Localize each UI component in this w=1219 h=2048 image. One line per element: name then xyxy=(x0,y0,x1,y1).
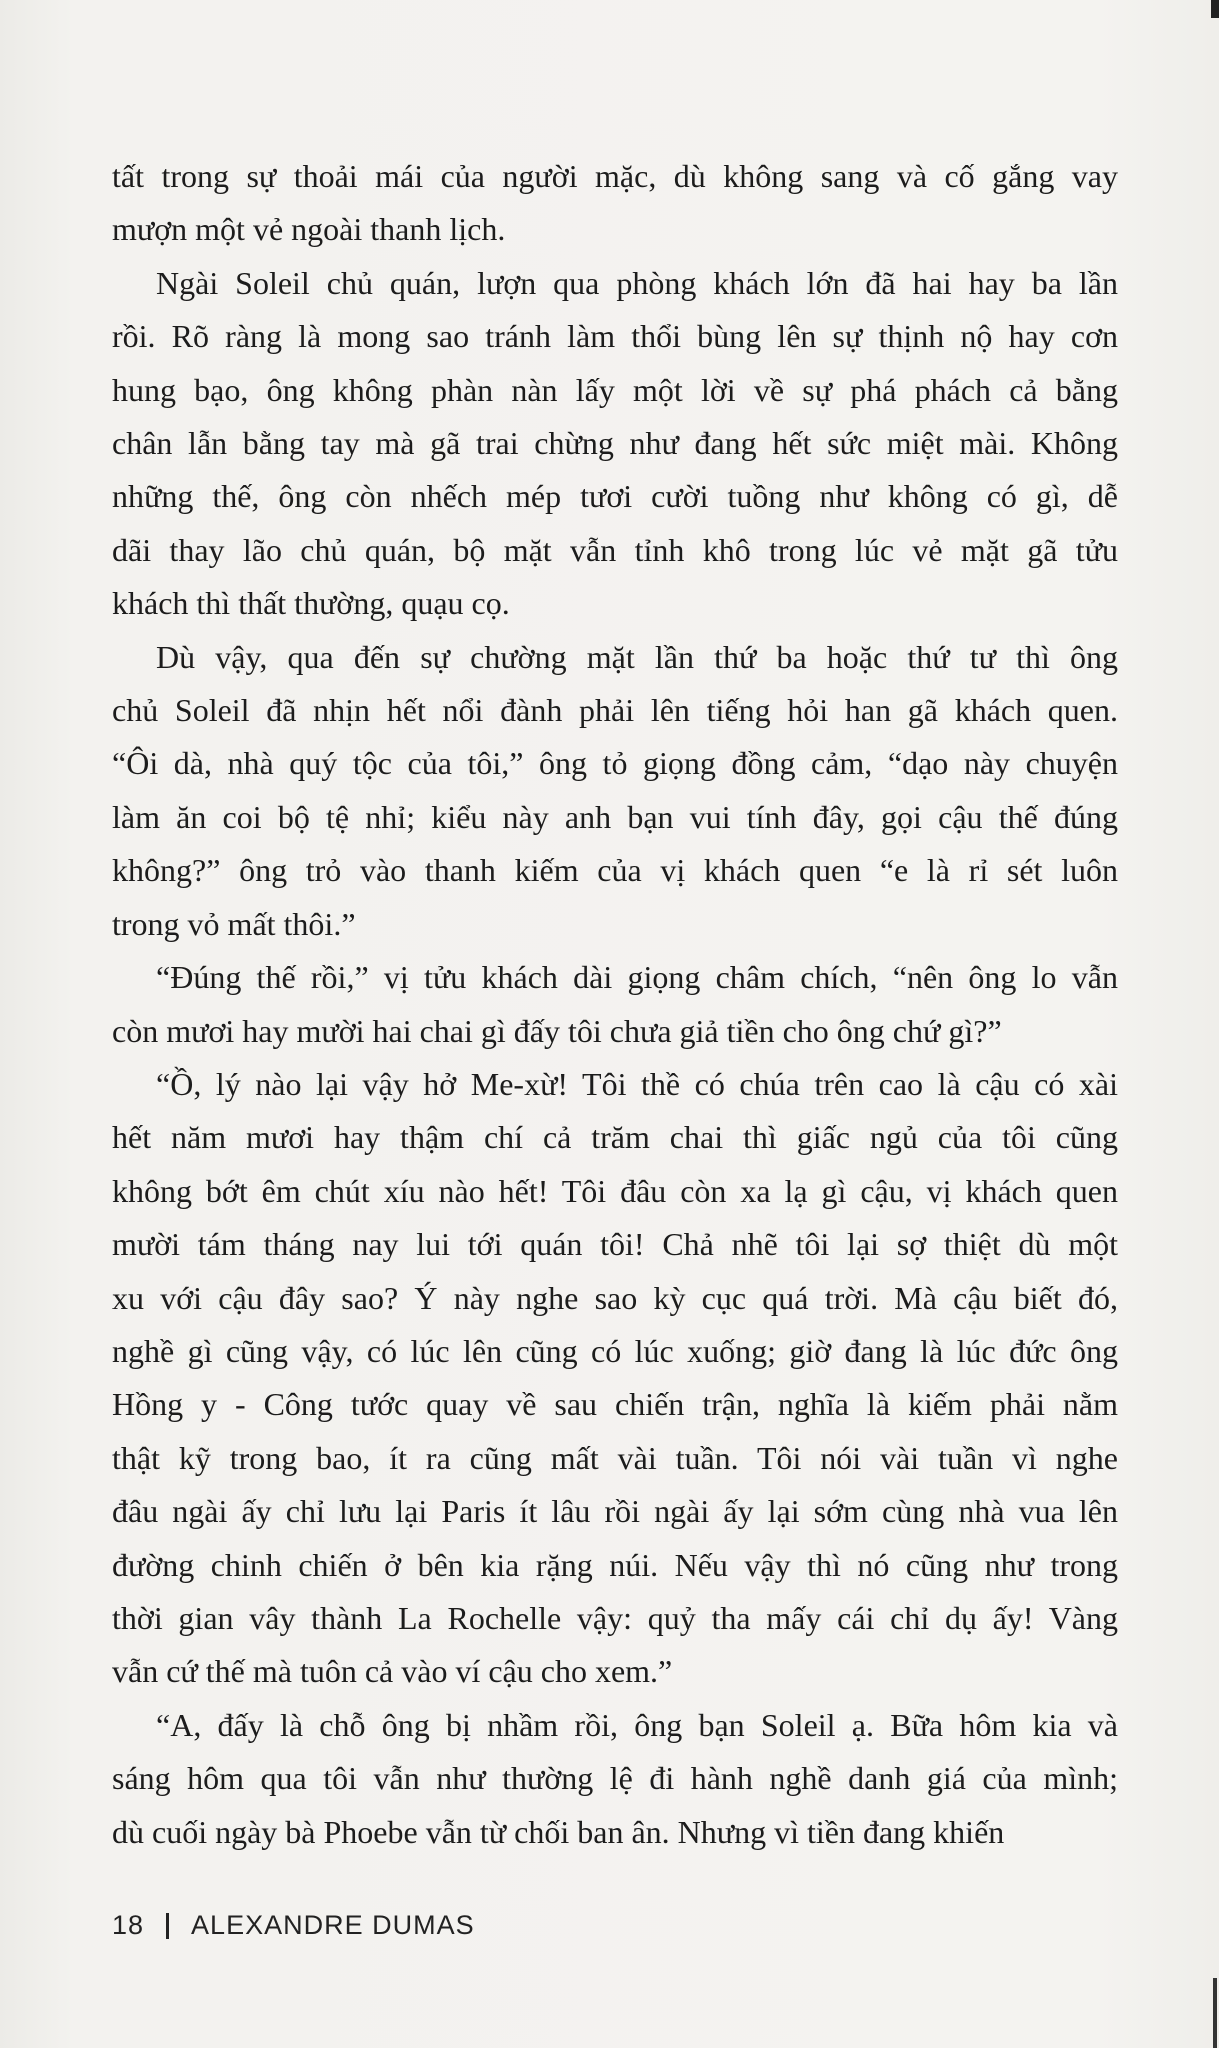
text-line: đường chinh chiến ở bên kia rặng núi. Nếu vậy thì nó cũng như trong xyxy=(112,1546,1118,1583)
text-line: mượn một vẻ ngoài thanh lịch. xyxy=(112,211,506,248)
paragraph xyxy=(112,951,1118,1058)
text-line: trong vỏ mất thôi.” xyxy=(112,905,356,942)
text-line: hết năm mươi hay thậm chí cả trăm chai thì giấc ngủ của tôi cũng xyxy=(112,1119,1118,1156)
footer-separator xyxy=(166,1913,169,1939)
text-line: Ngài Soleil chủ quán, lượn qua phòng khách lớn đã hai hay ba lần xyxy=(156,264,1118,301)
text-line: “A, đấy là chỗ ông bị nhầm rồi, ông bạn Soleil ạ. Bữa hôm kia và xyxy=(156,1706,1118,1743)
text-line: không?” ông trỏ vào thanh kiếm của vị khách quen “e là rỉ sét luôn xyxy=(112,852,1118,889)
text-line: vẫn cứ thế mà tuôn cả vào ví cậu cho xem.” xyxy=(112,1653,673,1690)
text-line: không bớt êm chút xíu nào hết! Tôi đâu còn xa lạ gì cậu, vị khách quen xyxy=(112,1172,1118,1209)
page-number: 18 xyxy=(112,1910,145,1940)
text-line: rồi. Rõ ràng là mong sao tránh làm thổi bùng lên sự thịnh nộ hay cơn xyxy=(112,318,1118,355)
text-line: khách thì thất thường, quạu cọ. xyxy=(112,585,510,622)
text-line: còn mươi hay mười hai chai gì đấy tôi chưa giả tiền cho ông chứ gì?” xyxy=(112,1012,1002,1049)
text-line: “Ồ, lý nào lại vậy hở Me-xừ! Tôi thề có chúa trên cao là cậu có xài xyxy=(156,1065,1118,1102)
paragraph xyxy=(112,1058,1118,1699)
body-text xyxy=(112,150,1118,1859)
text-line: tất trong sự thoải mái của người mặc, dù không sang và cố gắng vay xyxy=(112,158,1118,194)
text-line: nghề gì cũng vậy, có lúc lên cũng có lúc xuống; giờ đang là lúc đức ông xyxy=(112,1332,1118,1369)
text-line: xu với cậu đây sao? Ý này nghe sao kỳ cục quá trời. Mà cậu biết đó, xyxy=(112,1279,1118,1316)
page-footer xyxy=(112,1910,475,1941)
text-line: chủ Soleil đã nhịn hết nổi đành phải lên tiếng hỏi han gã khách quen. xyxy=(112,692,1118,729)
text-line: làm ăn coi bộ tệ nhỉ; kiểu này anh bạn vui tính đây, gọi cậu thế đúng xyxy=(112,798,1118,835)
text-line: Hồng y - Công tước quay về sau chiến trận, nghĩa là kiếm phải nằm xyxy=(112,1386,1118,1423)
text-line: Dù vậy, qua đến sự chường mặt lần thứ ba hoặc thứ tư thì ông xyxy=(156,638,1118,675)
text-line: dãi thay lão chủ quán, bộ mặt vẫn tỉnh khô trong lúc vẻ mặt gã tửu xyxy=(112,531,1118,568)
text-line: thật kỹ trong bao, ít ra cũng mất vài tuần. Tôi nói vài tuần vì nghe xyxy=(112,1439,1118,1476)
text-line: những thế, ông còn nhếch mép tươi cười tuồng như không có gì, dễ xyxy=(112,478,1118,515)
text-line: hung bạo, ông không phàn nàn lấy một lời về sự phá phách cả bằng xyxy=(112,371,1118,408)
paragraph xyxy=(112,150,1118,257)
text-line: mười tám tháng nay lui tới quán tôi! Chả nhẽ tôi lại sợ thiệt dù một xyxy=(112,1226,1118,1263)
paragraph xyxy=(112,1699,1118,1859)
page-edge-mark-bottom xyxy=(1213,1978,1217,2048)
text-line: chân lẫn bằng tay mà gã trai chừng như đang hết sức miệt mài. Không xyxy=(112,425,1118,462)
text-line: sáng hôm qua tôi vẫn như thường lệ đi hành nghề danh giá của mình; xyxy=(112,1760,1118,1797)
text-line: “Đúng thế rồi,” vị tửu khách dài giọng châm chích, “nên ông lo vẫn xyxy=(156,959,1118,996)
text-line: đâu ngài ấy chỉ lưu lại Paris ít lâu rồi ngài ấy lại sớm cùng nhà vua lên xyxy=(112,1493,1118,1530)
paragraph xyxy=(112,631,1118,951)
text-line: thời gian vây thành La Rochelle vậy: quỷ tha mấy cái chỉ dụ ấy! Vàng xyxy=(112,1599,1118,1636)
paragraph xyxy=(112,257,1118,631)
running-author: ALEXANDRE DUMAS xyxy=(191,1910,475,1940)
text-line: “Ôi dà, nhà quý tộc của tôi,” ông tỏ giọng đồng cảm, “dạo này chuyện xyxy=(112,745,1118,782)
text-line: dù cuối ngày bà Phoebe vẫn từ chối ban ân. Nhưng vì tiền đang khiến xyxy=(112,1813,1005,1850)
page-edge-mark xyxy=(1211,0,1219,18)
